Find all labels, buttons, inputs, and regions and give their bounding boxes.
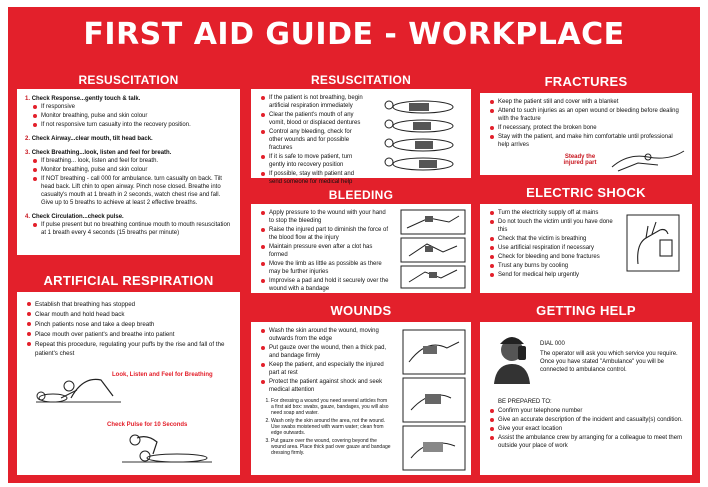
step-3: 3. Check Breathing...look, listen and feel for breath. If breathing... look, listen and feel for breath. Monitor breathing, pulse and skin colour If NOT breathing - call 000 for ambulance. turn casualty on back. Tilt head back. Lift chin to open airway. Pinch nose closed. Breathe into casualty's mouth at 1 breath in 2 seconds, watch chest rise and fall. Give up to 5 breaths to achieve at least 2 effective breaths.	[25, 149, 232, 207]
panel-body	[540, 340, 680, 374]
panel-getting-help	[480, 300, 692, 475]
list-item: Protect the patient against shock and seek medical attention	[259, 378, 391, 394]
list-item: Trust any burns by cooling	[488, 262, 618, 270]
list-item: Keep the patient, and especially the injured part at rest	[259, 361, 391, 377]
step-4: 4. Check Circulation...check pulse. If pulse present but no breathing continue mouth to mouth resuscitation at 1 breath every 4 seconds (15 breaths per minute)	[25, 214, 231, 236]
list-item: Move the limb as little as possible as there may be further injuries	[259, 260, 389, 276]
list-item: Give your exact location	[488, 425, 684, 433]
panel-header: WOUNDS	[251, 300, 471, 322]
list-item: 1. For dressing a wound you need several articles from a first aid box: swabs, gauze, bandages, you will also need soap and water.	[271, 398, 391, 416]
list-item: If pulse present but no breathing continue mouth to mouth resuscitation at 1 breath every 4 seconds (15 breaths per minute)	[31, 221, 232, 237]
list-item: Clear the patient's mouth of any vomit, blood or displaced dentures	[259, 111, 367, 127]
wound-dressing-illustration-icon	[401, 328, 467, 472]
list-item: Check for bleeding and bone fractures	[488, 253, 618, 261]
list-item: Attend to such injuries as an open wound or bleeding before dealing with the fracture	[488, 107, 684, 123]
list-item: If necessary, protect the broken bone	[488, 124, 684, 132]
panel-body	[251, 89, 375, 186]
list-item: If possible, stay with patient and send someone for medical help	[259, 170, 367, 186]
list-item: Stay with the patient, and make him comfortable until professional help arrives	[488, 133, 684, 149]
list-item: If not responsive turn casualty into the recovery position.	[31, 121, 232, 129]
fracture-illustration-icon	[608, 145, 688, 173]
list-item: Place mouth over patient's and breathe into patient	[25, 330, 232, 339]
list-item: Use artificial respiration if necessary	[488, 244, 618, 252]
phone-caller-illustration-icon	[486, 328, 538, 386]
caption-steady: Steady the injured part	[563, 154, 597, 166]
panel-header: RESUSCITATION	[251, 71, 471, 89]
recovery-position-illustration-icon	[379, 93, 467, 175]
list-item: Assist the ambulance crew by arranging for a colleague to meet them outside your place of work	[488, 434, 684, 450]
list-item: Raise the injured part to diminish the force of the blood flow at the injury	[259, 226, 389, 242]
list-item: Repeat this procedure, regulating your puffs by the rise and fall of the patient's chest	[25, 340, 232, 358]
panel-body	[251, 204, 397, 293]
panel-header: GETTING HELP	[480, 300, 692, 322]
dial-number: DIAL 000	[540, 341, 565, 347]
list-item: Send for medical help urgently	[488, 271, 618, 279]
panel-header: ELECTRIC SHOCK	[480, 182, 692, 204]
panel-electric-shock	[480, 182, 692, 293]
list-item: 2. Wash only the skin around the area, not the wound. Use swabs moistened with warm water; clean from edge outwards.	[271, 418, 391, 436]
list-item: Control any bleeding, check for other wounds and for possible fractures	[259, 128, 367, 152]
list-item: Clear mouth and hold head back	[25, 310, 232, 319]
panel-body	[480, 93, 692, 149]
caption-pulse: Check Pulse for 10 Seconds	[107, 422, 188, 428]
wounds-numbered-steps	[259, 398, 391, 456]
list-item: Monitor breathing, pulse and skin colour	[31, 166, 232, 174]
list-item: If breathing... look, listen and feel for breath.	[31, 157, 232, 165]
step-2: 2. Check Airway...clear mouth, tilt head back.	[25, 136, 153, 142]
list-item: Pinch patients nose and take a deep breath	[25, 320, 232, 329]
bleeding-illustration-icon	[399, 208, 467, 290]
operator-text: The operator will ask you which service you require. Once you have stated "Ambulance" you will be connected to ambulance control.	[540, 351, 678, 373]
list-item: Put gauze over the wound, then a thick pad, and bandage firmly	[259, 344, 391, 360]
list-item: If responsive	[31, 103, 232, 111]
list-item: If NOT breathing - call 000 for ambulance. turn casualty on back. Tilt head back. Lift chin to open airway. Pinch nose closed. Breathe into casualty's mouth at 1 breath in 2 seconds, watch chest rise and fall. Give up to 5 breaths to achieve at least 2 effective breaths.	[31, 175, 232, 207]
page-title: FIRST AID GUIDE - WORKPLACE	[83, 17, 625, 52]
panel-body	[17, 292, 240, 358]
prepared-section	[480, 392, 692, 451]
panel-body	[17, 89, 240, 237]
panel-body	[251, 322, 399, 456]
panel-header: BLEEDING	[251, 186, 471, 204]
rescuer-illustration-icon	[31, 368, 126, 408]
step-1: 1. Check Response...gently touch & talk. If responsive Monitor breathing, pulse and skin colour If not responsive turn casualty into the recovery position.	[25, 95, 232, 129]
list-item: Keep the patient still and cover with a blanket	[488, 98, 684, 106]
prepared-heading: BE PREPARED TO:	[498, 399, 552, 405]
hand-switch-illustration-icon	[626, 214, 680, 272]
list-item: If it is safe to move patient, turn gently into recovery position	[259, 153, 367, 169]
list-item: Maintain pressure even after a clot has formed	[259, 243, 389, 259]
list-item: Improvise a pad and hold it securely over the wound with a bandage	[259, 277, 389, 293]
panel-body	[480, 204, 626, 279]
list-item: Turn the electricity supply off at mains	[488, 209, 618, 217]
list-item: Do not touch the victim until you have done this	[488, 218, 618, 234]
list-item: Wash the skin around the wound, moving outwards from the edge	[259, 327, 391, 343]
list-item: Establish that breathing has stopped	[25, 300, 232, 309]
panel-header: ARTIFICIAL RESPIRATION	[17, 270, 240, 292]
pulse-check-illustration-icon	[117, 430, 217, 468]
list-item: If the patient is not breathing, begin artificial respiration immediately	[259, 94, 367, 110]
panel-wounds	[251, 300, 471, 475]
list-item: Check that the victim is breathing	[488, 235, 618, 243]
list-item: Monitor breathing, pulse and skin colour	[31, 112, 232, 120]
panel-fractures	[480, 71, 692, 175]
caption-breathing: Look, Listen and Feel for Breathing	[112, 372, 213, 378]
panel-artificial-respiration	[17, 270, 240, 475]
panel-resuscitation-steps	[17, 71, 240, 255]
panel-header: FRACTURES	[480, 71, 692, 93]
panel-resuscitation-recovery	[251, 71, 471, 185]
list-item: Give an accurate description of the incident and casualty(s) condition.	[488, 416, 684, 424]
list-item: Apply pressure to the wound with your hand to stop the bleeding	[259, 209, 389, 225]
list-item: 3. Put gauze over the wound, covering beyond the wound area. Place thick pad over gauze and bandage dressing firmly.	[271, 438, 391, 456]
panel-bleeding	[251, 186, 471, 293]
list-item: Confirm your telephone number	[488, 407, 684, 415]
panel-header: RESUSCITATION	[17, 71, 240, 89]
